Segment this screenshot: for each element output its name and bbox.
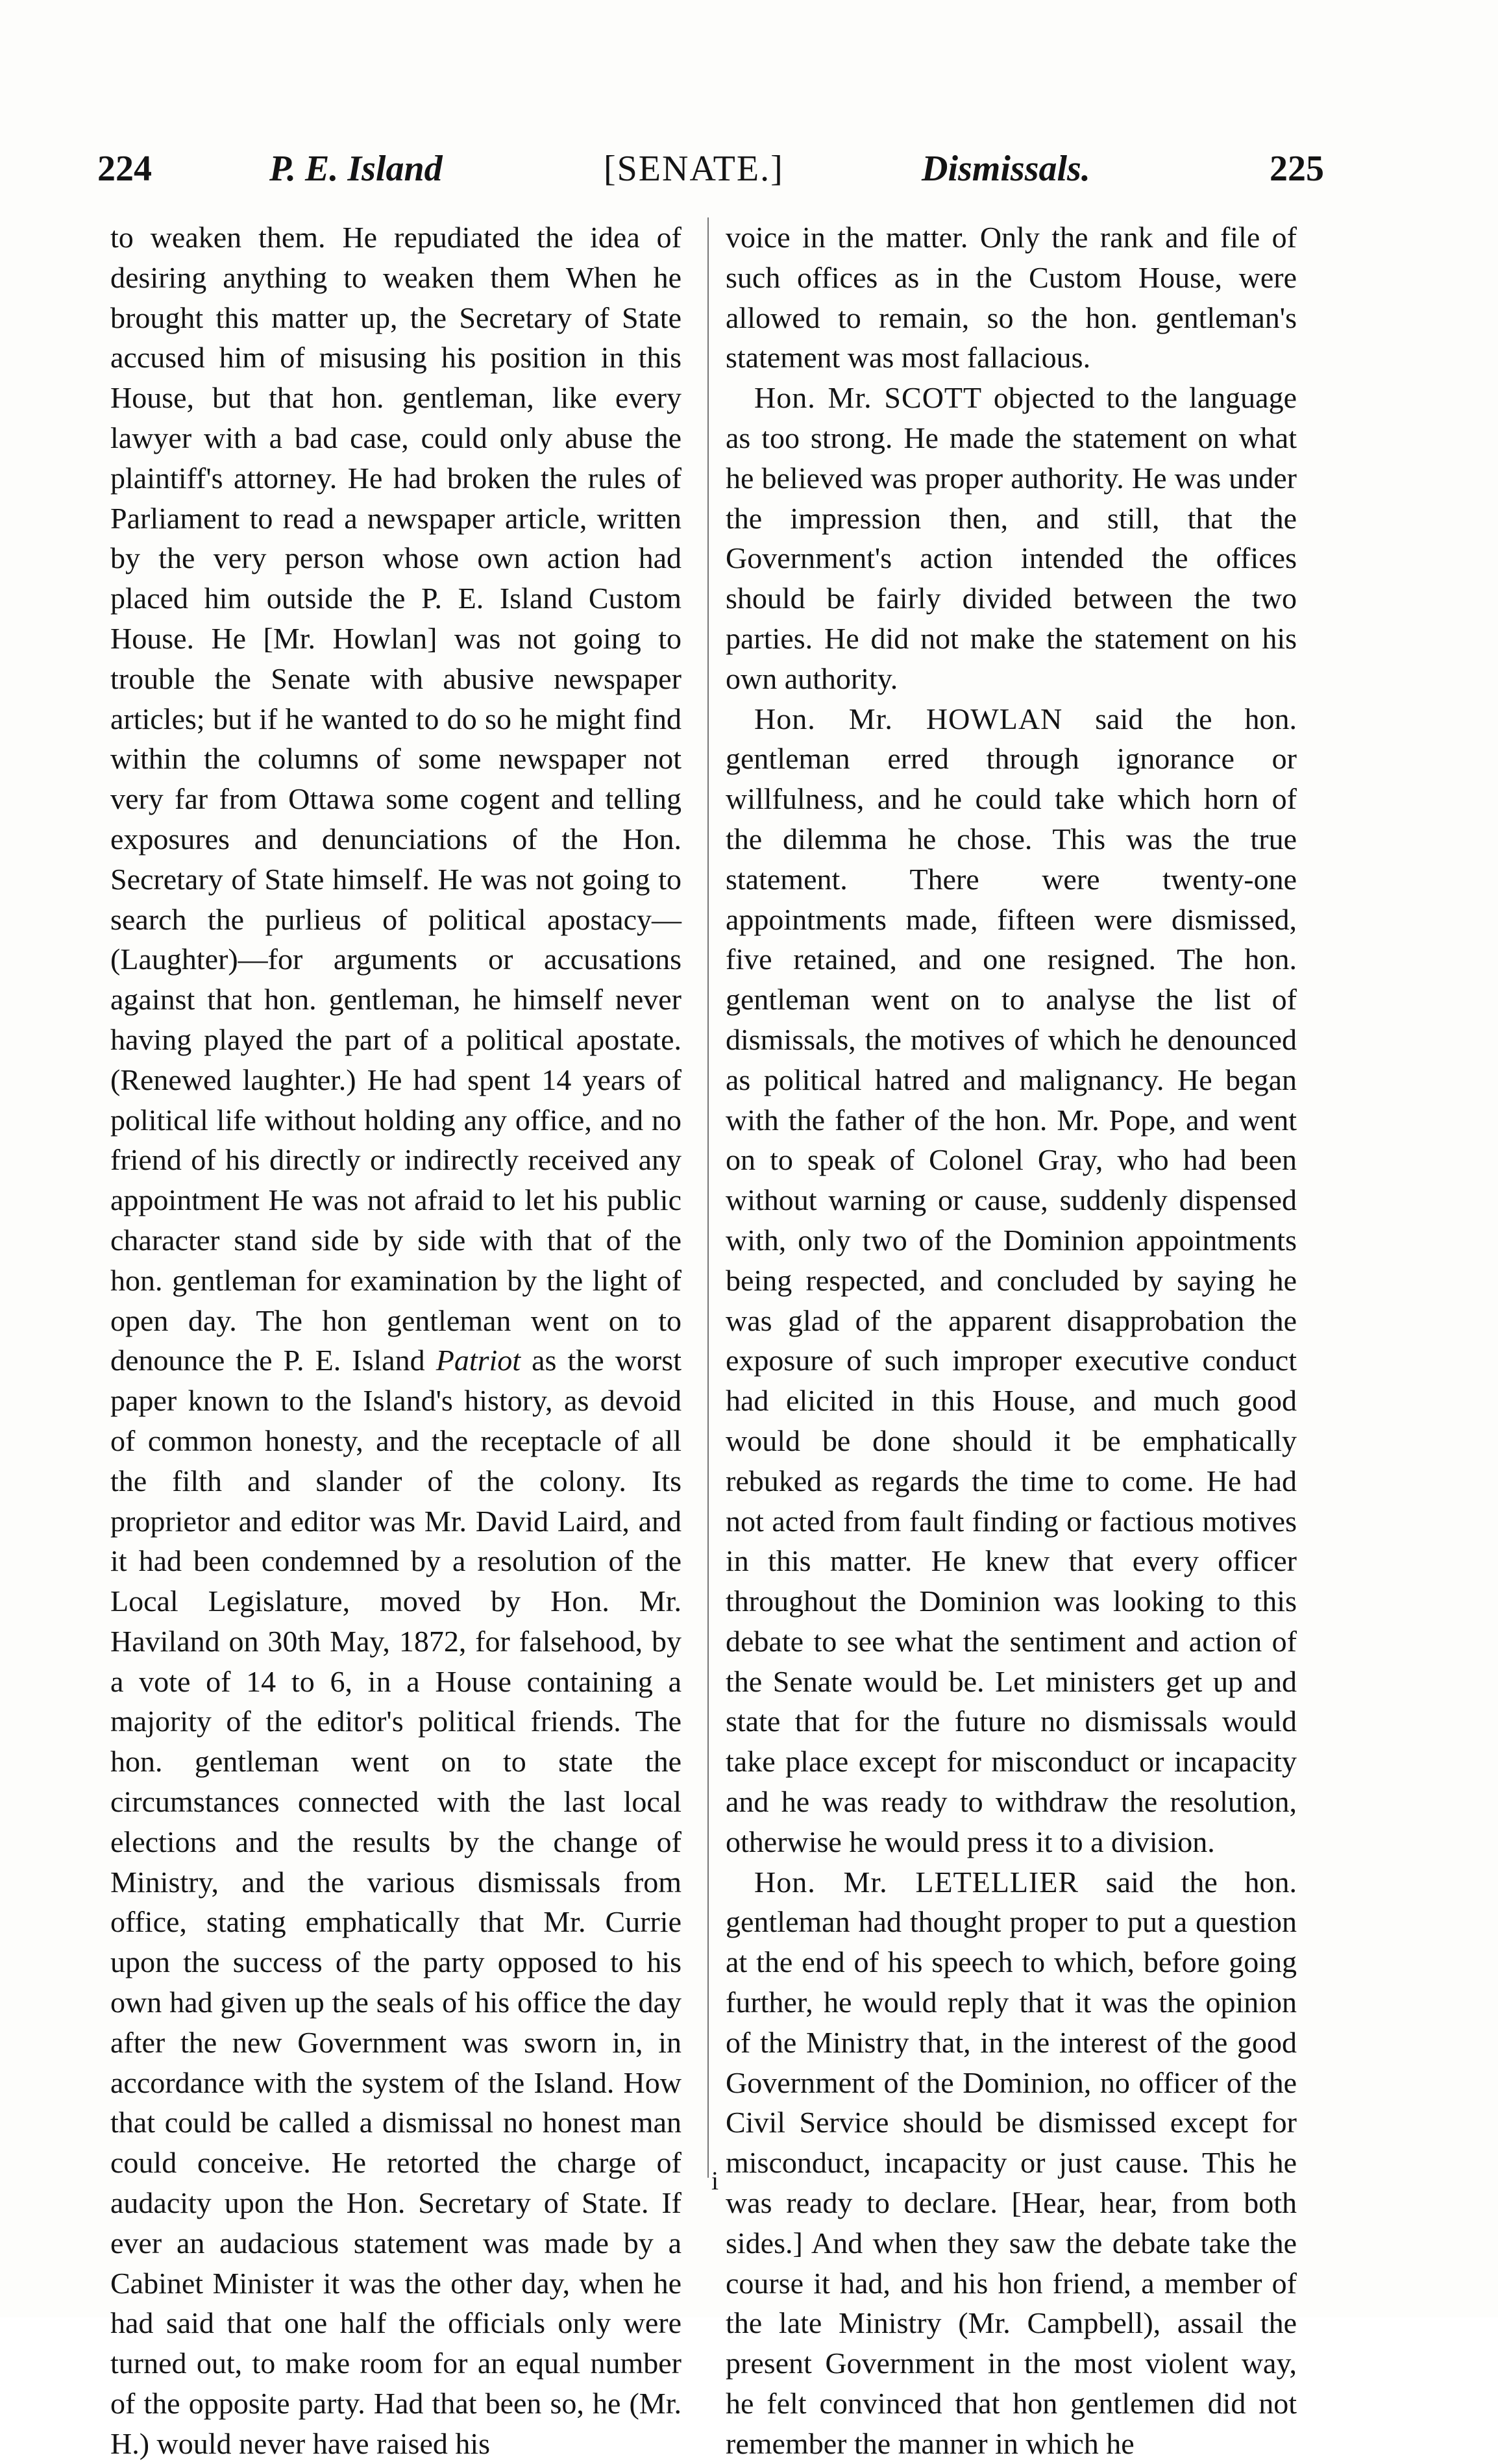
speaker-name-letellier: Hon. Mr. LETELLIER (754, 1865, 1079, 1899)
right-paragraph-howlan-text: said the hon. gentleman erred through ignorance or willfulness, and he could take which horn of the dilemma he chose. This was the true statement. There were twenty-one appointments made, fifteen were dismissed, five retained, and one resigned. The hon. gentleman went on to analyse the list of dismissals, the motives of which he denounced as political hatred and malignancy. He began with the father of the hon. Mr. Pope, and went on to speak of Colonel Gray, who had been without warning or cause, suddenly dispensed with, only two of the Dominion appointments being respected, and concluded by saying he was glad of the apparent disapprobation the exposure of such improper executive conduct had elicited in this House, and much good would be done should it be emphatically rebuked as regards the time to come. He had not acted from fault finding or factious motives in this matter. He knew that every officer throughout the Dominion was looking to this debate to see what the sentiment and action of the Senate would be. Let ministers get up and state that for the future no dismissals would take place except for misconduct or incapacity and he was ready to withdraw the resolution, otherwise he would press it to a division. (726, 702, 1297, 1858)
speaker-name-howlan: Hon. Mr. HOWLAN (754, 702, 1063, 735)
left-paragraph-text: to weaken them. He repudiated the idea of desiring anything to weaken them When he brought this matter up, the Secretary of State accused him of misusing his position in this House, but that hon. gentleman, like every lawyer with a bad case, could only abuse the plaintiff's attorney. He had broken the rules of Parliament to read a newspaper article, written by the very person whose own action had placed him outside the P. E. Island Custom House. He [Mr. Howlan] was not going to trouble the Senate with abusive newspaper articles; but if he wanted to do so he might find within the columns of some newspaper not very far from Ottawa some cogent and telling exposures and denunciations of the Hon. Secretary of State himself. He was not going to search the purlieus of political apostacy—(Laughter)—for arguments or accusations against that hon. gentleman, he himself never having played the part of a political apostate. (Renewed laughter.) He had spent 14 years of political life without holding any office, and no friend of his directly or indirectly received any appointment He was not afraid to let his public character stand side by side with that of the hon. gentleman for examination by the light of open day. The hon gentleman went on to denounce the P. E. Island (110, 221, 681, 1377)
right-paragraph-scott (726, 378, 1297, 698)
right-paragraph-howlan (726, 699, 1297, 1862)
right-paragraph-letellier-text: said the hon. gentleman had thought proper to put a question at the end of his speech to which, before going further, he would reply that it was the opinion of the Ministry that, in the interest of the good Government of the Dominion, no officer of the Civil Service should be dismissed except for misconduct, incapacity or just cause. This he was ready to declare. [Hear, hear, from both sides.] And when they saw the debate take the course it had, and his hon friend, a member of the late Ministry (Mr. Campbell), assail the present Government in the most violent way, he felt convinced that hon gentlemen did not remember the manner in which he (726, 1865, 1297, 2460)
column-divider (707, 217, 709, 2178)
right-paragraph-letellier (726, 1862, 1297, 2464)
running-title-left: P. E. Island (269, 149, 443, 189)
right-paragraph-1 (726, 217, 1297, 378)
speaker-name-scott: Hon. Mr. SCOTT (754, 381, 983, 415)
running-title-center: [SENATE.] (604, 149, 784, 189)
left-paragraph (110, 217, 681, 2464)
page-number-right: 225 (1270, 149, 1324, 189)
footer-mark: i (711, 2166, 719, 2195)
newspaper-name: Patriot (436, 1344, 521, 1377)
right-paragraph-scott-text: objected to the language as too strong. He made the statement on what he believed was proper authority. He was under the impression then, and still, that the Government's action intended the offices should be fairly divided between the two parties. He did not make the statement on his own authority. (726, 381, 1297, 695)
page-number-left: 224 (97, 149, 152, 189)
right-column (726, 217, 1297, 2460)
right-paragraph-1-text: voice in the matter. Only the rank and file of such offices as in the Custom House, were allowed to remain, so the hon. gentleman's statement was most fallacious. (726, 221, 1297, 375)
left-paragraph-text-continued: as the worst paper known to the Island's history, as devoid of common honesty, and the receptacle of all the filth and slander of the colony. Its proprietor and editor was Mr. David Laird, and it had been condemned by a resolution of the Local Legislature, moved by Hon. Mr. Haviland on 30th May, 1872, for falsehood, by a vote of 14 to 6, in a House containing a majority of the editor's political friends. The hon. gentleman went on to state the circumstances connected with the last local elections and the results by the change of Ministry, and the various dismissals from office, stating emphatically that Mr. Currie upon the success of the party opposed to his own had given up the seals of his office the day after the new Government was sworn in, in accordance with the system of the Island. How that could be called a dismissal no honest man could conceive. He retorted the charge of audacity upon the Hon. Secretary of State. If ever an audacious statement was made by a Cabinet Minister it was the other day, when he had said that one half the officials only were turned out, to make room for an equal number of the opposite party. Had that been so, he (Mr. H.) would never have raised his (110, 1344, 681, 2460)
running-head (97, 140, 1324, 198)
left-column (110, 217, 681, 2460)
running-title-right: Dismissals. (922, 149, 1090, 189)
